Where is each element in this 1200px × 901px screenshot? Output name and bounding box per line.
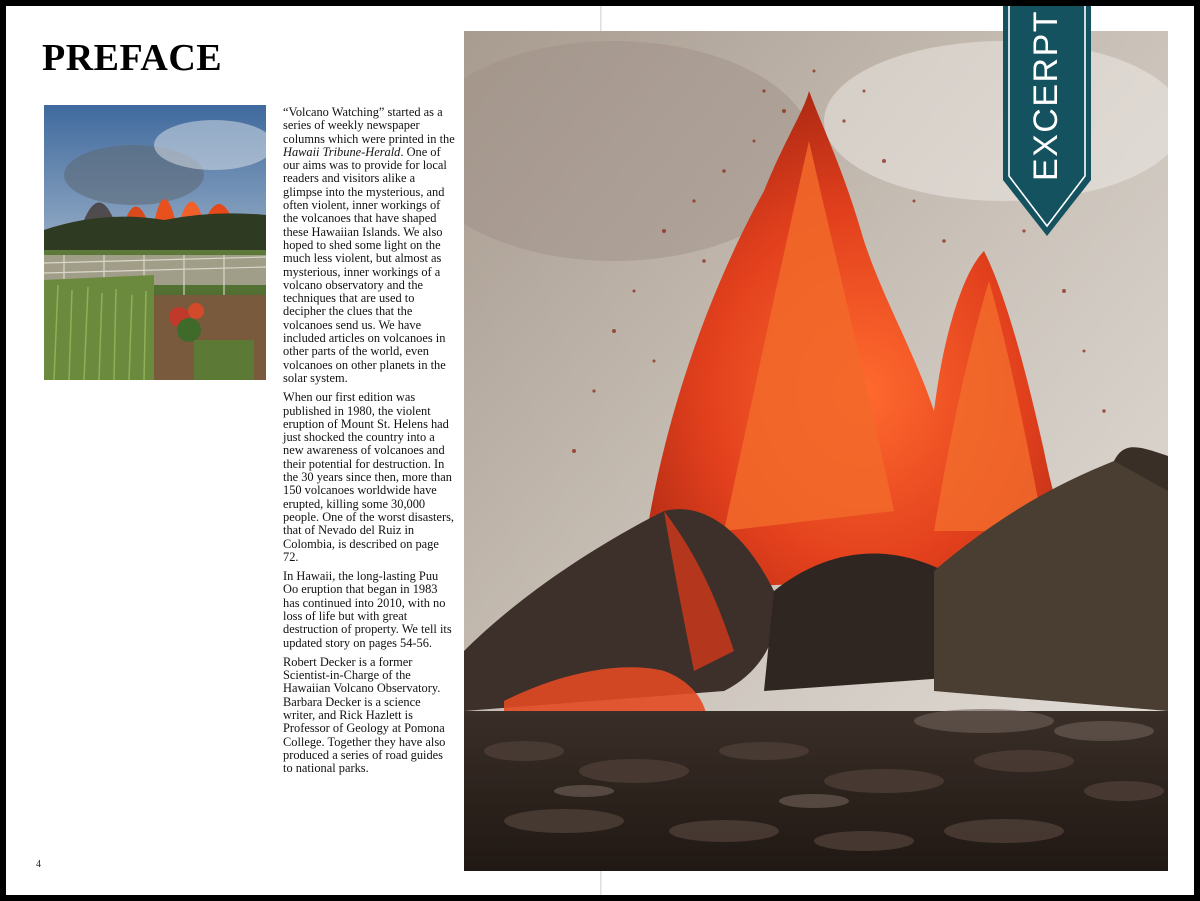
book-spread [6,6,1194,895]
eruption-photo-small [44,105,266,380]
page-number: 4 [36,859,41,870]
page-title: PREFACE [42,37,223,79]
preface-paragraph-3: In Hawaii, the long-lasting Puu Oo eruption that began in 1983 has continued into 2010, with no loss of life but with great destruction of property. We tell its updated story on pages 54-56. [283,569,452,650]
newspaper-name: Hawaii Tribune-Herald [283,144,401,159]
preface-body [283,106,455,782]
excerpt-label: EXCERPT [1027,9,1066,181]
preface-paragraph-1: “Volcano Watching” started as a series of weekly newspaper columns which were printed in the Hawaii Tribune-Herald. One of our aims was to provide for local readers and visitors alike a glimpse into the mysterious, and often violent, inner workings of the volcanoes that have shaped these Hawaiian Islands. We also hoped to shed some light on the much less violent, but almost as mysterious, inner workings of a volcano observatory and the techniques that are used to decipher the clues that the volcanoes send us. We have included articles on volcanoes in other parts of the world, even volcanoes on other planets in the solar system. [283,105,455,385]
excerpt-ribbon [1003,6,1091,240]
preface-paragraph-4: Robert Decker is a former Scientist-in-Charge of the Hawaiian Volcano Observatory. Barbara Decker is a science writer, and Rick Hazlett is Professor of Geology at Pomona College. Together they have also produced a series of road guides to national parks. [283,654,446,776]
preface-paragraph-2: When our first edition was published in 1980, the violent eruption of Mount St. Helens had just shocked the country into a new awareness of volcanoes and their potential for destruction. In the 30 years since then, more than 150 volcanoes worldwide have erupted, killing some 30,000 people. One of the worst disasters, that of Nevado del Ruiz in Colombia, is described on page 72. [283,390,455,564]
